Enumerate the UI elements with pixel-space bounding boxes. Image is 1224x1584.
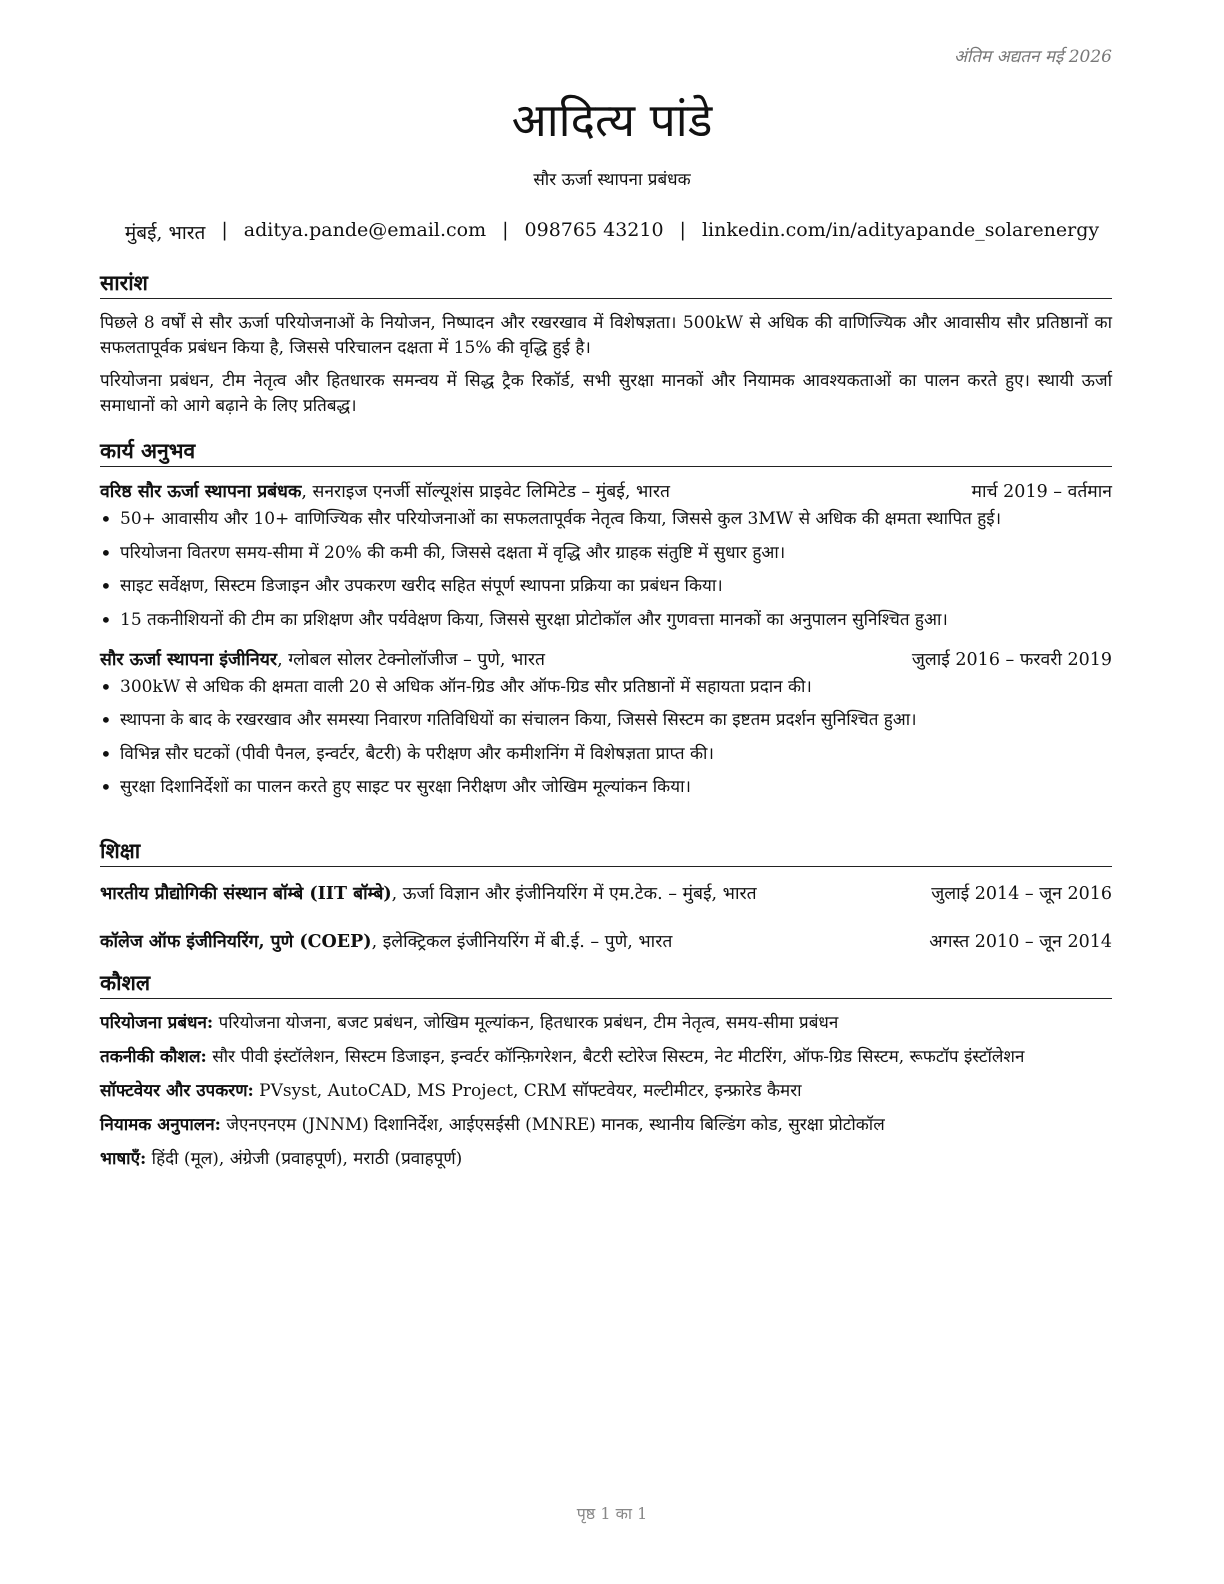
- education-entry: [100, 881, 1112, 907]
- contact-phone[interactable]: 098765 43210: [524, 219, 664, 241]
- candidate-role: सौर ऊर्जा स्थापना प्रबंधक: [533, 170, 691, 190]
- skill-row: [100, 1079, 1112, 1104]
- contact-separator: |: [679, 219, 686, 241]
- education-dates: अगस्त 2010 – जून 2014: [929, 932, 1112, 952]
- skill-row: [100, 1011, 1112, 1036]
- section-title-summary: सारांश: [100, 270, 1112, 299]
- job-entry: [100, 479, 1112, 633]
- job-header: [100, 479, 1112, 505]
- job-bullet: • 50+ आवासीय और 10+ वाणिज्यिक सौर परियोजनाओं का सफलतापूर्वक नेतृत्व किया, जिससे कुल 3MW से अधिक की क्षमता स्थापित हुई।: [120, 507, 1112, 532]
- contact-email[interactable]: aditya.pande@email.com: [243, 219, 487, 241]
- education-detail: , इलेक्ट्रिकल इंजीनियरिंग में बी.ई. – पुणे, भारत: [371, 932, 673, 952]
- job-bullet: • सुरक्षा दिशानिर्देशों का पालन करते हुए साइट पर सुरक्षा निरीक्षण और जोखिम मूल्यांकन किया।: [120, 775, 1112, 800]
- skill-row: [100, 1045, 1112, 1070]
- section-title-education: शिक्षा: [100, 838, 1112, 867]
- skill-label: नियामक अनुपालन:: [100, 1115, 221, 1135]
- section-title-skills: कौशल: [100, 970, 1112, 999]
- skill-value: जेएनएनएम (JNNM) दिशानिर्देश, आईएसईसी (MNRE) मानक, स्थानीय बिल्डिंग कोड, सुरक्षा प्रोटोकॉल: [220, 1115, 885, 1135]
- last-updated: अंतिम अद्यतन मई 2026: [953, 47, 1112, 67]
- job-role: सौर ऊर्जा स्थापना इंजीनियर: [100, 649, 278, 670]
- skill-value: परियोजना योजना, बजट प्रबंधन, जोखिम मूल्यांकन, हितधारक प्रबंधन, टीम नेतृत्व, समय-सीमा प्रबंधन: [213, 1013, 839, 1033]
- skill-label: सॉफ्टवेयर और उपकरण:: [100, 1081, 254, 1101]
- contact-line: [0, 219, 1224, 245]
- skill-row: [100, 1147, 1112, 1172]
- skill-value: सौर पीवी इंस्टॉलेशन, सिस्टम डिजाइन, इन्वर्टर कॉन्फ़िगरेशन, बैटरी स्टोरेज सिस्टम, नेट मीटरिंग, ऑफ-ग्रिड सिस्टम, रूफटॉप इंस्टॉलेशन: [206, 1047, 1025, 1067]
- education-school: भारतीय प्रौद्योगिकी संस्थान बॉम्बे (IIT बॉम्बे): [100, 884, 392, 904]
- candidate-name: आदित्य पांडे: [511, 93, 713, 147]
- contact-separator: |: [502, 219, 509, 241]
- skill-label: तकनीकी कौशल:: [100, 1047, 207, 1067]
- summary-section: [100, 270, 1112, 427]
- job-role: वरिष्ठ सौर ऊर्जा स्थापना प्रबंधक: [100, 482, 302, 502]
- job-bullets: [100, 507, 1112, 633]
- job-bullet: • परियोजना वितरण समय-सीमा में 20% की कमी की, जिससे दक्षता में वृद्धि और ग्राहक संतुष्टि में सुधार हुआ।: [120, 541, 1112, 566]
- contact-separator: |: [221, 219, 228, 241]
- experience-section: [100, 438, 1112, 809]
- job-bullet: • साइट सर्वेक्षण, सिस्टम डिजाइन और उपकरण खरीद सहित संपूर्ण स्थापना प्रक्रिया का प्रबंधन किया।: [120, 574, 1112, 599]
- education-detail: , ऊर्जा विज्ञान और इंजीनियरिंग में एम.टेक. – मुंबई, भारत: [391, 884, 757, 904]
- skill-value: हिंदी (मूल), अंग्रेजी (प्रवाहपूर्ण), मराठी (प्रवाहपूर्ण): [146, 1149, 463, 1169]
- section-title-experience: कार्य अनुभव: [100, 438, 1112, 467]
- education-school: कॉलेज ऑफ इंजीनियरिंग, पुणे (COEP): [100, 932, 372, 952]
- education-line: [100, 929, 672, 955]
- education-section: [100, 838, 1112, 955]
- job-bullets: [100, 675, 1112, 801]
- job-bullet: • स्थापना के बाद के रखरखाव और समस्या निवारण गतिविधियों का संचालन किया, जिससे सिस्टम का इष्टतम प्रदर्शन सुनिश्चित हुआ।: [120, 708, 1112, 733]
- education-line: [100, 881, 757, 907]
- skills-section: [100, 970, 1112, 1181]
- job-bullet: • 15 तकनीशियनों की टीम का प्रशिक्षण और पर्यवेक्षण किया, जिससे सुरक्षा प्रोटोकॉल और गुणवत्ता मानकों का अनुपालन सुनिश्चित हुआ।: [120, 608, 1112, 633]
- skill-value: PVsyst, AutoCAD, MS Project, CRM सॉफ्टवेयर, मल्टीमीटर, इन्फ्रारेड कैमरा: [253, 1081, 802, 1101]
- job-dates: जुलाई 2016 – फरवरी 2019: [911, 649, 1112, 670]
- job-org: , ग्लोबल सोलर टेक्नोलॉजीज – पुणे, भारत: [277, 649, 546, 670]
- job-dates: मार्च 2019 – वर्तमान: [971, 482, 1112, 502]
- contact-location: मुंबई, भारत: [124, 222, 206, 244]
- job-header: [100, 647, 1112, 673]
- job-org: , सनराइज एनर्जी सॉल्यूशंस प्राइवेट लिमिटेड – मुंबई, भारत: [301, 482, 670, 502]
- education-dates: जुलाई 2014 – जून 2016: [931, 884, 1112, 904]
- education-entry: [100, 929, 1112, 955]
- job-bullet: • विभिन्न सौर घटकों (पीवी पैनल, इन्वर्टर, बैटरी) के परीक्षण और कमीशनिंग में विशेषज्ञता प्राप्त की।: [120, 742, 1112, 767]
- job-title-line: [100, 647, 545, 673]
- skill-label: परियोजना प्रबंधन:: [100, 1013, 214, 1033]
- skill-label: भाषाएँ:: [100, 1149, 147, 1169]
- contact-linkedin[interactable]: linkedin.com/in/adityapande_solarenergy: [701, 219, 1100, 241]
- job-bullet: • 300kW से अधिक की क्षमता वाली 20 से अधिक ऑन-ग्रिड और ऑफ-ग्रिड सौर प्रतिष्ठानों में सहायता प्रदान की।: [120, 675, 1112, 700]
- job-entry: [100, 647, 1112, 801]
- page-number: पृष्ठ 1 का 1: [576, 1504, 648, 1523]
- summary-paragraph: पिछले 8 वर्षों से सौर ऊर्जा परियोजनाओं के नियोजन, निष्पादन और रखरखाव में विशेषज्ञता। 500kW से अधिक की वाणिज्यिक और आवासीय सौर प्रतिष्ठानों का सफलतापूर्वक प्रबंधन किया है, जिससे परिचालन दक्षता में 15% की वृद्धि हुई है।: [100, 313, 1112, 358]
- summary-paragraph: परियोजना प्रबंधन, टीम नेतृत्व और हितधारक समन्वय में सिद्ध ट्रैक रिकॉर्ड, सभी सुरक्षा मानकों और नियामक आवश्यकताओं का पालन करते हुए। स्थायी ऊर्जा समाधानों को आगे बढ़ाने के लिए प्रतिबद्ध।: [100, 371, 1112, 416]
- job-title-line: [100, 479, 670, 505]
- skill-row: [100, 1113, 1112, 1138]
